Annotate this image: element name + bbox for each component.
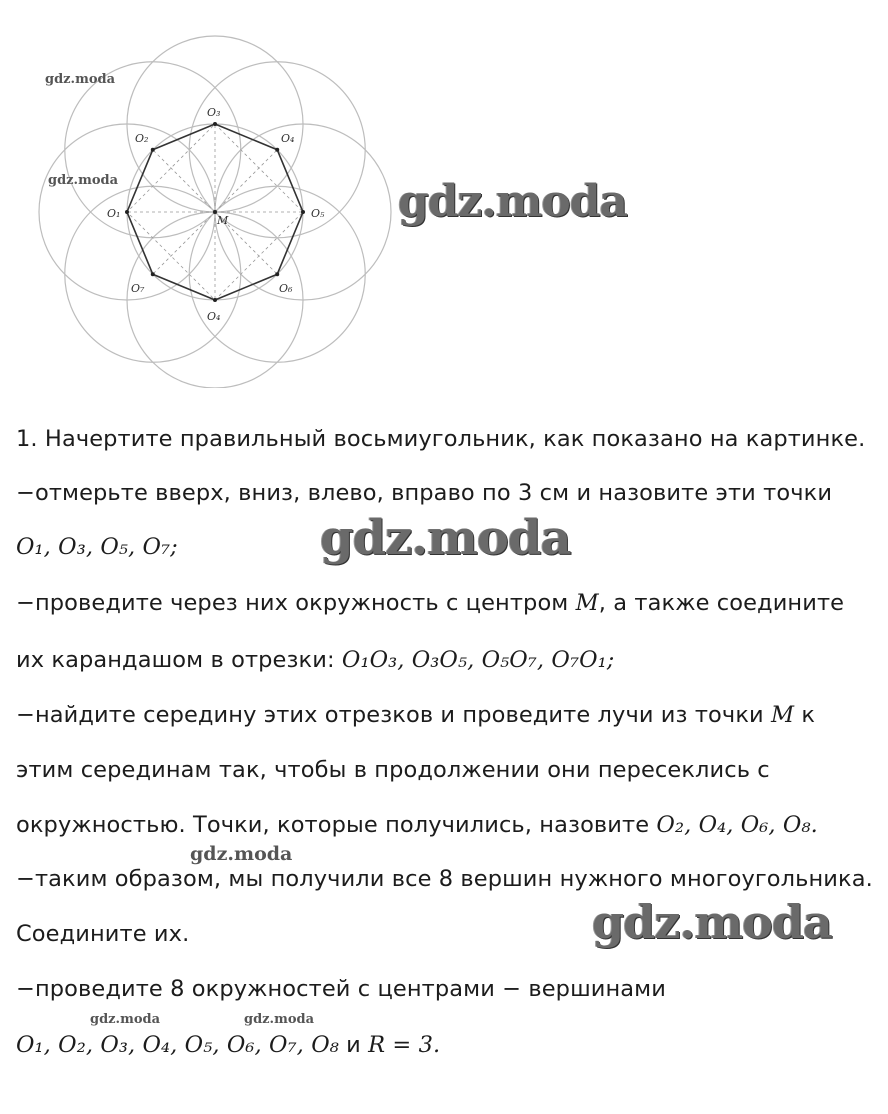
watermark-small-4: gdz.moda — [90, 1012, 161, 1027]
vertex-label: O₆ — [279, 282, 293, 295]
watermark-small-3: gdz.moda — [190, 843, 293, 865]
text-l10: Соедините их. — [16, 921, 190, 947]
vertex-label: O₄ — [281, 132, 295, 145]
watermark-large-2: gdz.moda — [320, 510, 571, 566]
vertex-labels — [107, 106, 325, 323]
vertex-label: O₃ — [207, 106, 221, 119]
text-l12a: O₁, O₂, O₃, O₄, O₅, O₆, O₇, O₈ — [16, 1032, 339, 1058]
vertex-label: O₄ — [207, 310, 221, 323]
ray-line — [153, 212, 215, 274]
text-line-8 — [16, 810, 818, 840]
text-line-6 — [16, 700, 815, 730]
vertex-label: O₂ — [135, 132, 149, 145]
text-line-1 — [16, 424, 865, 454]
text-l5a: их карандашом в отрезки: — [16, 647, 342, 673]
text-l2: −отмерьте вверх, вниз, влево, вправо по 3 см и назовите эти точки — [16, 480, 833, 506]
vertex-label: M — [217, 214, 229, 227]
text-l9: −таким образом, мы получили все 8 вершин нужного многоугольника. — [16, 866, 873, 892]
text-line-7 — [16, 755, 770, 785]
vertex-dot — [125, 210, 129, 214]
text-line-3 — [16, 532, 178, 562]
watermark-large-1: gdz.moda — [398, 176, 628, 227]
vertex-label: O₇ — [131, 282, 145, 295]
text-line-11 — [16, 974, 666, 1004]
text-line-4 — [16, 588, 844, 618]
vertex-dot — [301, 210, 305, 214]
watermark-small-2: gdz.moda — [48, 173, 119, 188]
vertex-label: O₅ — [311, 207, 325, 220]
ray-line — [153, 150, 215, 212]
text-line-12 — [16, 1030, 440, 1060]
vertex-dot — [151, 272, 155, 276]
text-line-5 — [16, 645, 614, 675]
text-l4a: −проведите через них окружность с центром — [16, 590, 576, 616]
vertex-dot — [275, 272, 279, 276]
text-line-10 — [16, 919, 189, 949]
text-l5b: O₁O₃, O₃O₅, O₅O₇, O₇O₁; — [341, 647, 615, 673]
text-l4m: M — [575, 590, 599, 616]
text-l12b: и — [338, 1032, 369, 1058]
text-line-2 — [16, 478, 832, 508]
watermark-small-1: gdz.moda — [45, 72, 116, 87]
vertex-label: O₁ — [107, 207, 121, 220]
text-l12c: R = 3. — [368, 1032, 441, 1058]
text-l11: −проведите 8 окружностей с центрами − вершинами — [16, 976, 666, 1002]
text-line-9 — [16, 864, 873, 894]
text-l3: O₁, O₃, O₅, O₇; — [16, 534, 178, 560]
text-l8b: O₂, O₄, O₆, O₈. — [656, 812, 818, 838]
ray-line — [215, 150, 277, 212]
text-l6b: к — [794, 702, 816, 728]
text-l6m: M — [770, 702, 795, 728]
text-l1: 1. Начертите правильный восьмиугольник, как показано на картинке. — [16, 426, 866, 452]
text-l6a: −найдите середину этих отрезков и проведите лучи из точки — [16, 702, 771, 728]
vertex-dot — [151, 148, 155, 152]
vertex-dot — [213, 298, 217, 302]
text-l4b: , а также соедините — [598, 590, 845, 616]
vertex-dot — [275, 148, 279, 152]
text-l8a: окружностью. Точки, которые получились, назовите — [16, 812, 657, 838]
watermark-large-3: gdz.moda — [592, 895, 832, 949]
vertex-dot — [213, 122, 217, 126]
watermark-small-5: gdz.moda — [244, 1012, 315, 1027]
text-l7: этим серединам так, чтобы в продолжении они пересеклись с — [16, 757, 770, 783]
